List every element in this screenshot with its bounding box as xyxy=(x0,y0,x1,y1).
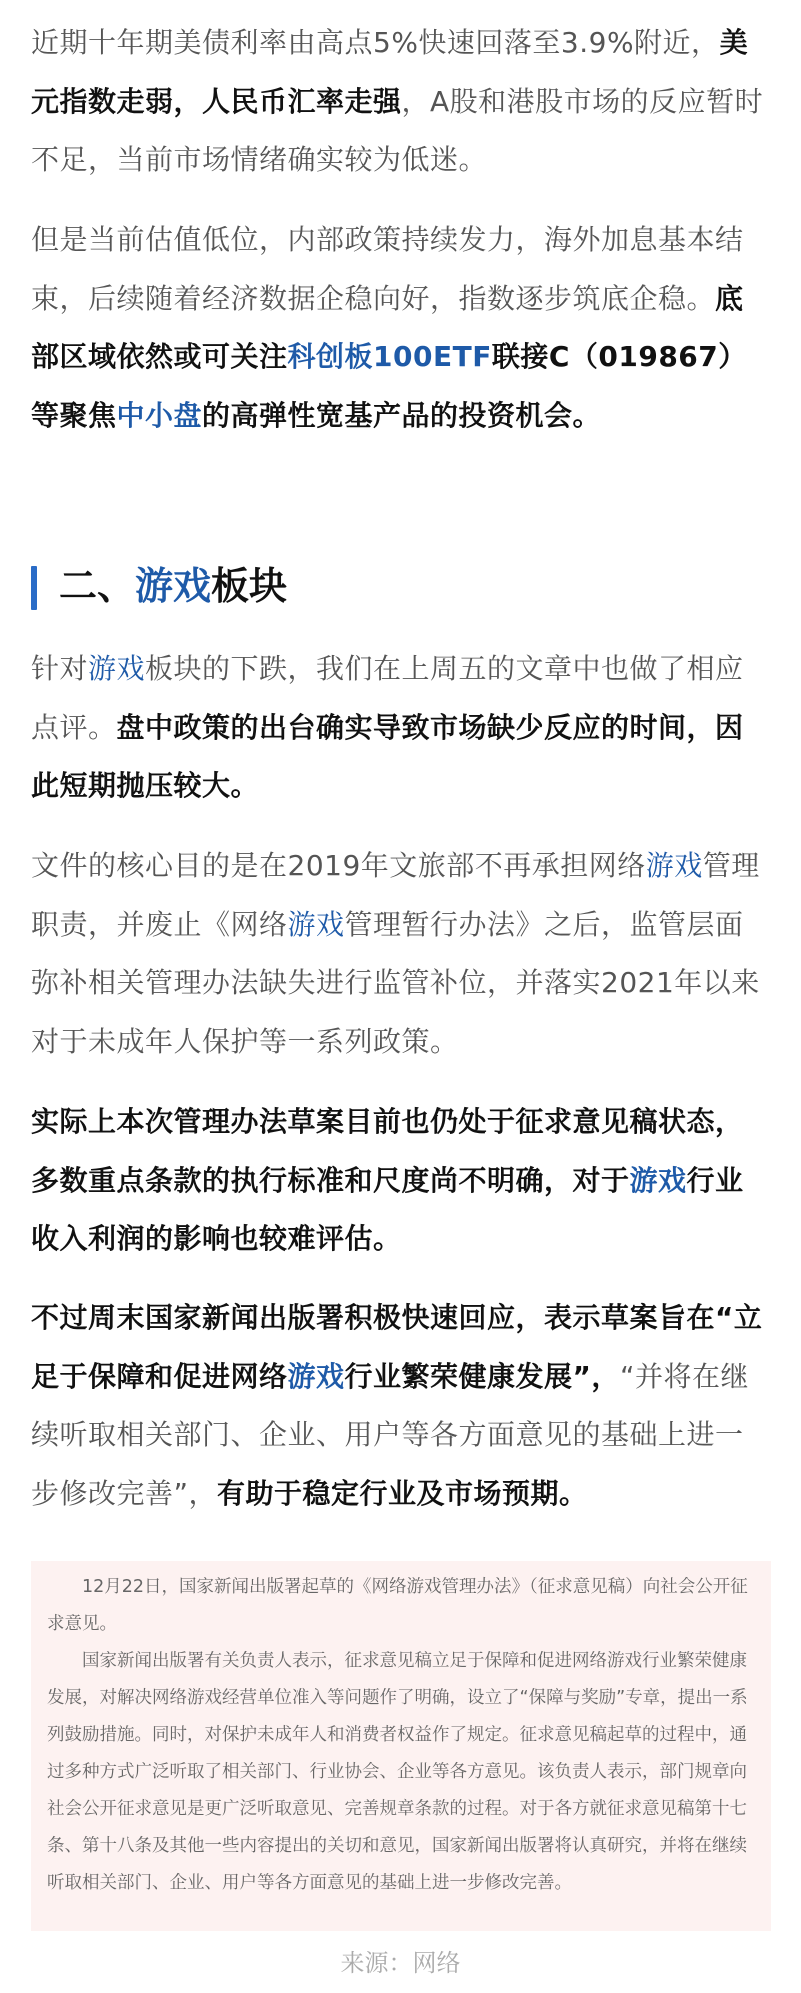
text-span: 但是当前估值低位，内部政策持续发力，海外加息基本结束，后续随着经济数据企稳向好，指数逐步筑底企稳。 xyxy=(31,223,744,315)
bold-text: 联接C（019867）等聚焦 xyxy=(31,340,747,432)
paragraph-gaming-drop xyxy=(31,640,771,816)
link-star-market-100-etf[interactable]: 科创板100ETF xyxy=(287,340,492,373)
source-caption: 来源：网络 xyxy=(340,1949,461,1977)
paragraph-core-purpose xyxy=(31,837,771,1071)
bold-text: 有助于稳定行业及市场预期。 xyxy=(217,1476,588,1510)
bold-text: 实际上本次管理办法草案目前也仍处于征求意见稿状态，多数重点条款的执行标准和尺度尚不明确，对于 xyxy=(31,1105,744,1197)
bold-text: 行业收入利润的影响也较难评估。 xyxy=(31,1163,744,1255)
bold-text: 底部区域依然或可关注 xyxy=(31,281,744,373)
bold-text: 不过周末国家新闻出版署积极快速回应，表示草案旨在“立足于保障和促进网络 xyxy=(31,1301,763,1393)
paragraph-draft-status xyxy=(31,1093,771,1269)
link-small-mid-cap[interactable]: 中小盘 xyxy=(116,398,203,432)
bold-text: 的高弹性宽基产品的投资机会。 xyxy=(202,398,602,432)
section-heading-text xyxy=(59,560,287,612)
link-gaming[interactable]: 游戏 xyxy=(629,1163,687,1197)
link-gaming[interactable]: 游戏 xyxy=(645,849,703,882)
notice-paragraph: 国家新闻出版署有关负责人表示，征求意见稿立足于保障和促进网络游戏行业繁荣健康发展，对解决网络游戏经营单位准入等问题作了明确，设立了“保障与奖励”专章，提出一系列鼓励措施。同时，对保护未成年人和消费者权益作了规定。征求意见稿起草的过程中，通过多种方式广泛听取了相关部门、行业协会、企业等各方意见。该负责人表示，部门规章向社会公开征求意见是更广泛听取意见、完善规章条款的过程。对于各方就征求意见稿第十七条、第十八条及其他一些内容提出的关切和意见，国家新闻出版署将认真研究，并将在继续听取相关部门、企业、用户等各方面意见的基础上进一步修改完善。 xyxy=(47,1651,748,1893)
text-span: 针对 xyxy=(31,652,89,685)
text-span: 管理职责，并废止《网络 xyxy=(31,849,760,941)
notice-paragraph: 12月22日，国家新闻出版署起草的《网络游戏管理办法》（征求意见稿）向社会公开征求意见。 xyxy=(47,1577,748,1634)
paragraph-weekend-response xyxy=(31,1289,771,1523)
text-span: 文件的核心目的是在2019年文旅部不再承担网络 xyxy=(31,849,646,882)
heading-suffix: 板块 xyxy=(211,564,288,608)
text-span: 板块的下跌，我们在上周五的文章中也做了相应点评。 xyxy=(31,652,744,744)
text-span: 近期十年期美债利率由高点5%快速回落至3.9%附近， xyxy=(31,26,720,59)
paragraph-bond-yields xyxy=(31,14,771,190)
news-notice-image xyxy=(31,1561,771,1931)
link-gaming[interactable]: 游戏 xyxy=(287,907,345,941)
bold-text: 行业繁荣健康发展”， xyxy=(344,1359,620,1393)
bold-text: 盘中政策的出台确实导致市场缺少反应的时间，因此短期抛压较大。 xyxy=(31,710,744,802)
heading-prefix: 二、 xyxy=(59,564,136,608)
link-gaming[interactable]: 游戏 xyxy=(287,1359,345,1393)
paragraph-valuation xyxy=(31,211,771,445)
section-heading-bar xyxy=(31,566,37,610)
link-gaming-heading[interactable]: 游戏 xyxy=(135,564,212,608)
bold-text: 美元指数走弱，人民币汇率走强 xyxy=(31,26,749,118)
text-span: ，A股和港股市场的反应暂时不足，当前市场情绪确实较为低迷。 xyxy=(31,84,764,176)
link-gaming[interactable]: 游戏 xyxy=(88,652,146,685)
text-span: “并将在继续听取相关部门、企业、用户等各方面意见的基础上进一步修改完善”， xyxy=(31,1359,749,1510)
text-span: 管理暂行办法》之后，监管层面弥补相关管理办法缺失进行监管补位，并落实2021年以来对于未成年人保护等一系列政策。 xyxy=(31,907,760,1058)
